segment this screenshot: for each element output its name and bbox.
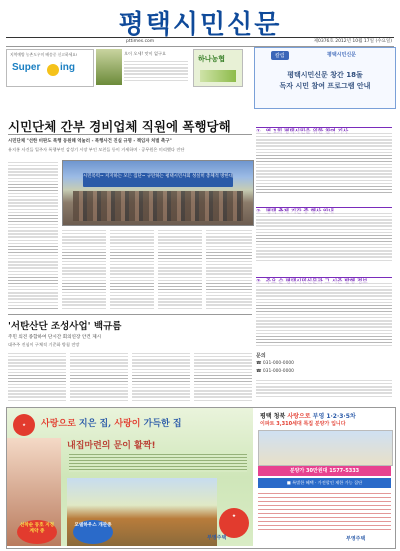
ad-headline-d: 가득한 집 bbox=[143, 419, 182, 429]
ad-right-price-label: 분양가 30만원대 bbox=[289, 468, 328, 474]
main-photo[interactable] bbox=[62, 160, 254, 226]
contact-phone-2[interactable]: ☎ 031-000-0000 bbox=[256, 369, 294, 374]
main-article-col-2 bbox=[62, 228, 106, 310]
ad-right-line2: 이파트 3,310세대 특집 분양가 입니다 bbox=[260, 421, 346, 427]
ad-badge-1: 선착순 동호 지정 계약 중 bbox=[17, 520, 57, 544]
bottom-ad-right[interactable] bbox=[256, 408, 393, 546]
ad-logo: 부영주택 bbox=[207, 535, 227, 541]
side-section-1-header bbox=[256, 118, 392, 128]
top-ad-middle[interactable] bbox=[96, 49, 190, 85]
top-ad-super-brand-2: ing bbox=[60, 62, 75, 73]
brand-emblem-icon: ★ bbox=[13, 414, 35, 436]
photo-banner: 시민폭력~ 저지하는 모든 집단~ 규탄하는 평택시민사회 성실히 총체적 방한대 bbox=[83, 173, 233, 187]
ad-slogan: 내집마련의 문이 활짝! bbox=[67, 441, 156, 451]
second-kicker: 대주주 진심이 구체적 기준화 방침 전망 bbox=[8, 342, 80, 347]
ad-headline-b: 지은 집, bbox=[78, 419, 112, 429]
ad-sticker: ★ bbox=[219, 508, 249, 538]
top-ad-super-caption: 지역예방 농촌도우미 배송중 신고하세요! bbox=[10, 52, 78, 57]
right-notice-title: 평택시민신문 창간 18돌 bbox=[287, 71, 363, 79]
contact-box bbox=[256, 352, 392, 400]
side-section-3-header bbox=[256, 268, 392, 278]
right-notice-box bbox=[254, 47, 396, 109]
ad-right-title-c: 부영 1·2·3·5차 bbox=[312, 413, 356, 420]
side-section-2-header bbox=[256, 198, 392, 208]
divider bbox=[8, 134, 252, 135]
contact-phone-1[interactable]: ☎ 031-000-0000 bbox=[256, 361, 294, 366]
ad-right-details bbox=[258, 490, 391, 532]
second-article-col-1 bbox=[8, 351, 66, 403]
main-subhead: 시민단체 "선한 비판도 폭행 동원해 억눌러 - 폭행사건 진실 규명 - 책임자 처벌 촉구" bbox=[8, 139, 172, 144]
ad-right-map bbox=[258, 430, 393, 466]
second-article-col-2 bbox=[70, 351, 128, 403]
ad-right-title-b: 사랑으로 bbox=[287, 413, 311, 420]
photo-crowd bbox=[73, 191, 243, 221]
ad-right-footer: 부영주택 bbox=[346, 536, 366, 542]
side-section-3-body bbox=[256, 281, 392, 347]
second-headline[interactable]: '서탄산단 조성사업' 백규름 bbox=[8, 321, 122, 332]
top-ad-nh[interactable] bbox=[193, 49, 243, 87]
ad-headline-c: 사랑이 bbox=[114, 419, 141, 429]
top-ad-super[interactable] bbox=[6, 49, 94, 87]
sun-icon bbox=[47, 64, 59, 76]
side-section-2-body bbox=[256, 211, 392, 263]
ad-badge-2: 모델하우스 개관중 bbox=[73, 520, 113, 544]
ad-right-title-a: 평택 청북 bbox=[260, 413, 286, 420]
masthead bbox=[0, 0, 400, 40]
issue-info: 제0376호 2012년 10월 17일 (수요일) bbox=[313, 39, 392, 44]
meta-bar bbox=[6, 37, 394, 47]
top-ad-middle-text: 오이 오세! 맛이 없구요 bbox=[124, 51, 167, 56]
top-ad-middle-body bbox=[124, 59, 188, 83]
newspaper-title: 평택시민신문 bbox=[118, 10, 282, 40]
divider bbox=[8, 314, 252, 315]
ad-headline-a: 사랑으로 bbox=[41, 419, 76, 429]
ad-right-phone[interactable]: 1577-5333 bbox=[329, 468, 360, 474]
top-ad-photo bbox=[96, 49, 122, 85]
main-headline[interactable]: 시민단체 간부 경비업체 직원에 폭행당해 bbox=[8, 119, 231, 134]
top-ad-super-brand: Super bbox=[12, 62, 41, 73]
main-article-col-1 bbox=[8, 160, 58, 310]
main-article-col-5 bbox=[206, 228, 252, 310]
ad-right-title bbox=[260, 411, 390, 420]
right-notice-brand: 평택시민신문 bbox=[327, 52, 356, 58]
second-subhead: 주민 의견 종합하여 단시간 회의연장 안건 제시 bbox=[8, 335, 102, 340]
right-notice-label: 칼럼 bbox=[271, 51, 289, 60]
site-url[interactable]: pttimes.com bbox=[126, 39, 155, 44]
side-section-1-body bbox=[256, 131, 392, 193]
ad-right-price bbox=[258, 466, 391, 476]
main-article-col-4 bbox=[158, 228, 202, 310]
contact-label: 문의 bbox=[256, 353, 266, 359]
second-article-col-4 bbox=[194, 351, 252, 403]
top-ad-nh-brand: 하나농협 bbox=[198, 55, 226, 63]
main-kicker: 유지홍 사건들 입주자 폭행부인 감성기 시장 부인 모친들 등이 거세하며 · 공무원은 미리했다 진단 bbox=[8, 147, 185, 152]
bottom-ad-left[interactable] bbox=[7, 408, 253, 546]
ad-copy bbox=[69, 452, 247, 472]
contact-body bbox=[256, 378, 392, 398]
second-article-col-3 bbox=[132, 351, 190, 403]
main-article-col-3 bbox=[110, 228, 154, 310]
top-ad-nh-image bbox=[200, 70, 236, 82]
right-notice-subtitle: 독자 시민 참여 프로그램 안내 bbox=[279, 82, 371, 90]
ad-right-promo: ■ 특별한 혜택 · 가전할인 제한 가능 집단 bbox=[258, 478, 391, 488]
ad-headline bbox=[41, 416, 182, 429]
